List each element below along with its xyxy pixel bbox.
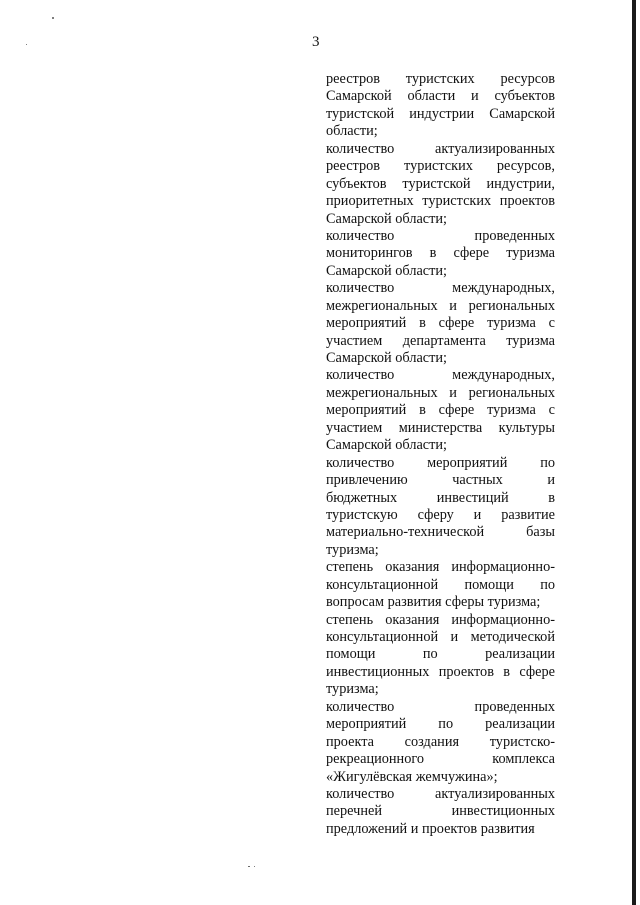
text-line: Самарской области; — [326, 350, 448, 366]
paragraph — [326, 71, 555, 141]
paragraph — [326, 228, 555, 280]
text-line: привлечению частных и — [326, 472, 555, 489]
scan-speck — [26, 44, 27, 45]
paragraph — [326, 559, 555, 611]
text-line: количество международных, — [326, 367, 555, 384]
text-line: межрегиональных и региональных — [326, 384, 555, 401]
text-line: области; — [326, 123, 378, 140]
text-line: «Жигулёвская жемчужина»; — [326, 768, 498, 785]
text-line: количество проведенных — [326, 698, 555, 715]
text-line: степень оказания информационно- — [326, 611, 555, 628]
text-line: туристскую сферу и развитие — [326, 506, 555, 523]
scan-edge-border — [632, 0, 636, 905]
text-line: Самарской области; — [326, 437, 448, 454]
text-line: Самарской области; — [326, 210, 448, 227]
text-line: мероприятий в сфере туризма с — [326, 402, 555, 419]
text-line: мониторингов в сфере туризма — [326, 245, 555, 262]
body-text-column — [326, 71, 555, 838]
text-line: туризма; — [326, 541, 379, 558]
text-line: мероприятий по реализации — [326, 716, 555, 733]
text-line: количество мероприятий по — [326, 454, 555, 471]
text-line: проекта создания туристско- — [326, 733, 555, 750]
paragraph — [326, 280, 555, 367]
paragraph — [326, 367, 555, 454]
text-line: Самарской области и субъектов — [326, 88, 555, 105]
text-line: межрегиональных и региональных — [326, 297, 555, 314]
text-line: количество международных, — [326, 280, 555, 297]
text-line: количество актуализированных — [326, 140, 555, 157]
paragraph — [326, 141, 555, 228]
text-line: количество проведенных — [326, 227, 555, 244]
text-line: перечней инвестиционных — [326, 803, 555, 820]
text-line: материально-технической базы — [326, 524, 555, 541]
text-line: приоритетных туристских проектов — [326, 193, 555, 210]
text-line: предложений и проектов развития — [326, 820, 535, 837]
page-number: 3 — [312, 34, 320, 50]
text-line: туризма; — [326, 681, 379, 698]
text-line: туристской индустрии Самарской — [326, 105, 555, 122]
text-line: степень оказания информационно- — [326, 559, 555, 576]
scan-speck — [254, 866, 255, 867]
text-line: Самарской области; — [326, 262, 448, 279]
text-line: консультационной помощи по — [326, 576, 555, 593]
paragraph — [326, 699, 555, 786]
paragraph — [326, 455, 555, 560]
text-line: участием департамента туризма — [326, 332, 555, 349]
scan-speck — [52, 17, 54, 19]
text-line: вопросам развития сферы туризма; — [326, 594, 541, 611]
text-line: мероприятий в сфере туризма с — [326, 315, 555, 332]
paragraph — [326, 786, 555, 838]
text-line: количество актуализированных — [326, 785, 555, 802]
text-line: помощи по реализации — [326, 646, 555, 663]
text-line: реестров туристских ресурсов, — [326, 158, 555, 175]
paragraph — [326, 612, 555, 699]
text-line: участием министерства культуры — [326, 419, 555, 436]
text-line: субъектов туристской индустрии, — [326, 175, 555, 192]
text-line: бюджетных инвестиций в — [326, 489, 555, 506]
scan-speck — [248, 866, 250, 867]
text-line: инвестиционных проектов в сфере — [326, 663, 555, 680]
text-line: рекреационного комплекса — [326, 751, 555, 768]
text-line: реестров туристских ресурсов — [326, 71, 555, 87]
text-line: консультационной и методической — [326, 629, 555, 645]
